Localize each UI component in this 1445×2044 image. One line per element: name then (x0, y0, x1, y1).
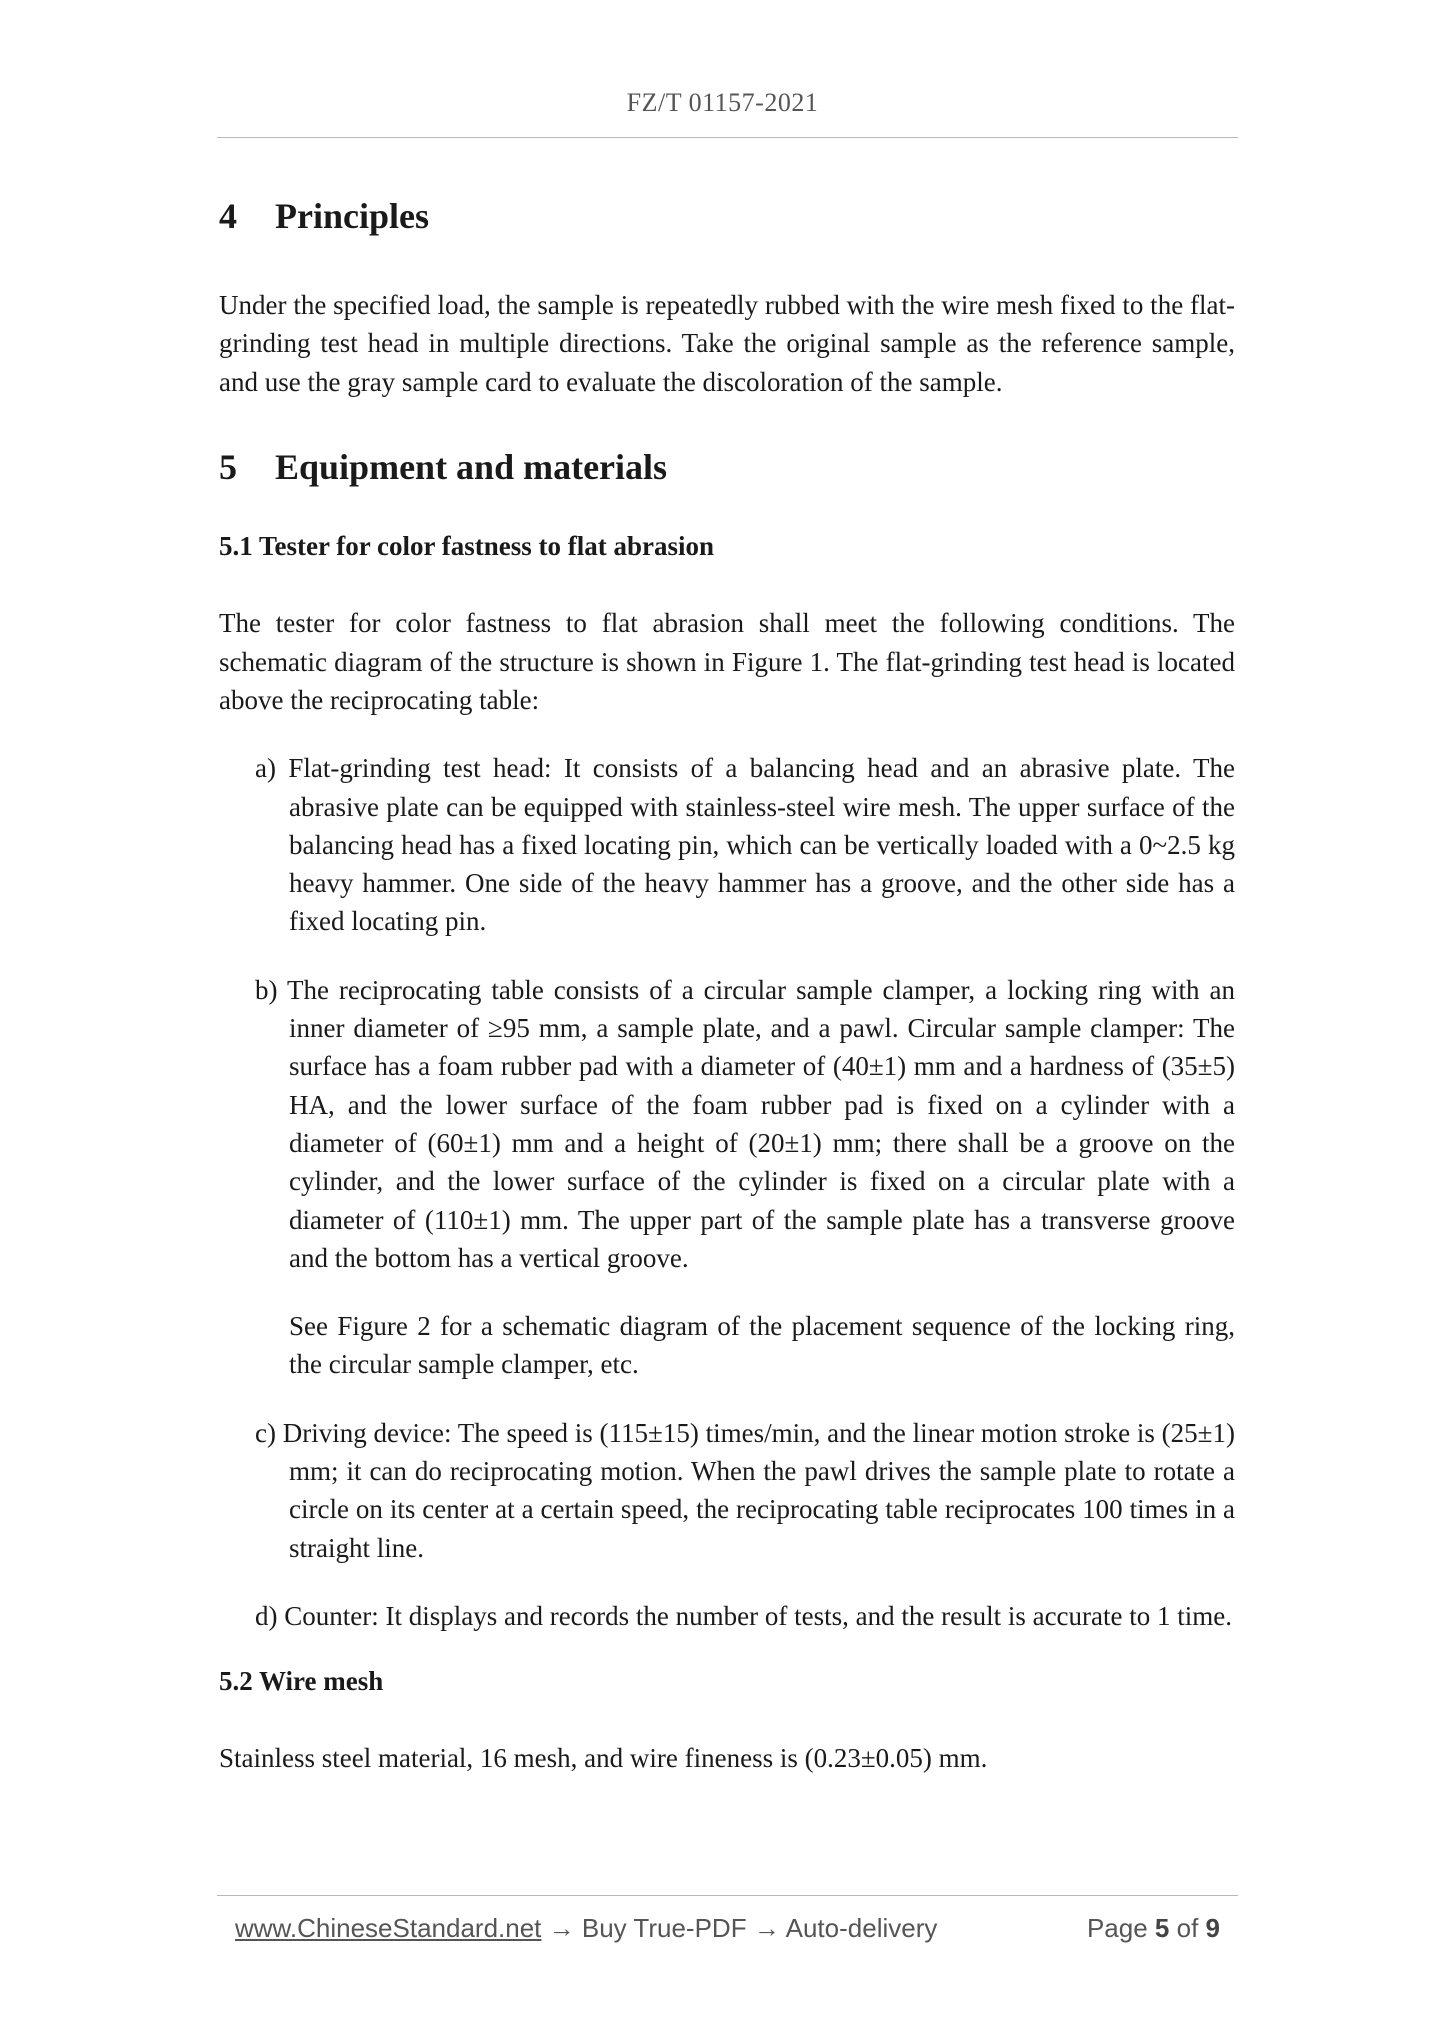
document-code-header: FZ/T 01157-2021 (626, 88, 819, 117)
page-footer (235, 1913, 1220, 1944)
page-number: Page 5 of 9 (1086, 1913, 1220, 1943)
section-5-heading (219, 446, 1235, 489)
list-item-c: c) Driving device: The speed is (115±15) times/min, and the linear motion stroke is (25±1) mm; it can do reciprocating motion. When the pawl drives the sample plate to rotate a circle on its center at a certain speed, the reciprocating table reciprocates 100 times in a straight line. (255, 1417, 1235, 1563)
auto-delivery-text: Auto-delivery (785, 1913, 938, 1943)
page-total: 9 (1205, 1913, 1220, 1943)
section-5-1-heading: 5.1 Tester for color fastness to flat abrasion (219, 531, 714, 562)
section-4-title: Principles (275, 196, 429, 236)
section-4-number: 4 (219, 196, 237, 236)
section-4-body: Under the specified load, the sample is repeatedly rubbed with the wire mesh fixed to the flat-grinding test head in multiple directions. Take the original sample as the reference sample, and use the gray sample card to evaluate the discoloration of the sample. (219, 290, 1235, 397)
footer-divider (217, 1895, 1238, 1896)
website-link[interactable]: www.ChineseStandard.net (235, 1913, 542, 1943)
section-5-2-heading: 5.2 Wire mesh (219, 1666, 384, 1697)
list-item-b: b) The reciprocating table consists of a circular sample clamper, a locking ring with an inner diameter of ≥95 mm, a sample plate, and a pawl. Circular sample clamper: The surface has a foam rubber pad with a diameter of (40±1) mm and a hardness of (35±5) HA, and the lower surface of the foam rubber pad is fixed on a cylinder with a diameter of (60±1) mm and a height of (20±1) mm; there shall be a groove on the cylinder, and the lower surface of the cylinder is fixed on a circular plate with a diameter of (110±1) mm. The upper part of the sample plate has a transverse groove and the bottom has a vertical groove. (255, 974, 1235, 1273)
list-item-a: a) Flat-grinding test head: It consists of a balancing head and an abrasive plate. The abrasive plate can be equipped with stainless-steel wire mesh. The upper surface of the balancing head has a fixed locating pin, which can be vertically loaded with a 0~2.5 kg heavy hammer. One side of the heavy hammer has a groove, and the other side has a fixed locating pin. (255, 753, 1235, 937)
buy-true-pdf-link[interactable]: Buy True-PDF (581, 1913, 747, 1943)
section-5-number: 5 (219, 447, 237, 488)
list-item-d: d) Counter: It displays and records the number of tests, and the result is accurate to 1 time. (255, 1600, 1232, 1631)
header-divider (217, 137, 1238, 138)
section-5-2-body: Stainless steel material, 16 mesh, and wire fineness is (0.23±0.05) mm. (219, 1743, 988, 1774)
page-current: 5 (1154, 1913, 1170, 1943)
list-item-b-note: See Figure 2 for a schematic diagram of the placement sequence of the locking ring, the circular sample clamper, etc. (289, 1311, 1235, 1380)
footer-promo (235, 1913, 937, 1944)
page-content (219, 195, 1235, 1778)
arrow-right-icon: → (548, 1913, 575, 1943)
section-4-heading (219, 195, 1235, 238)
section-5-title: Equipment and materials (275, 447, 668, 488)
section-5-1-intro: The tester for color fastness to flat abrasion shall meet the following conditions. The schematic diagram of the structure is shown in Figure 1. The flat-grinding test head is located above the reciprocating table: (219, 608, 1235, 715)
arrow-right-icon: → (753, 1913, 780, 1943)
